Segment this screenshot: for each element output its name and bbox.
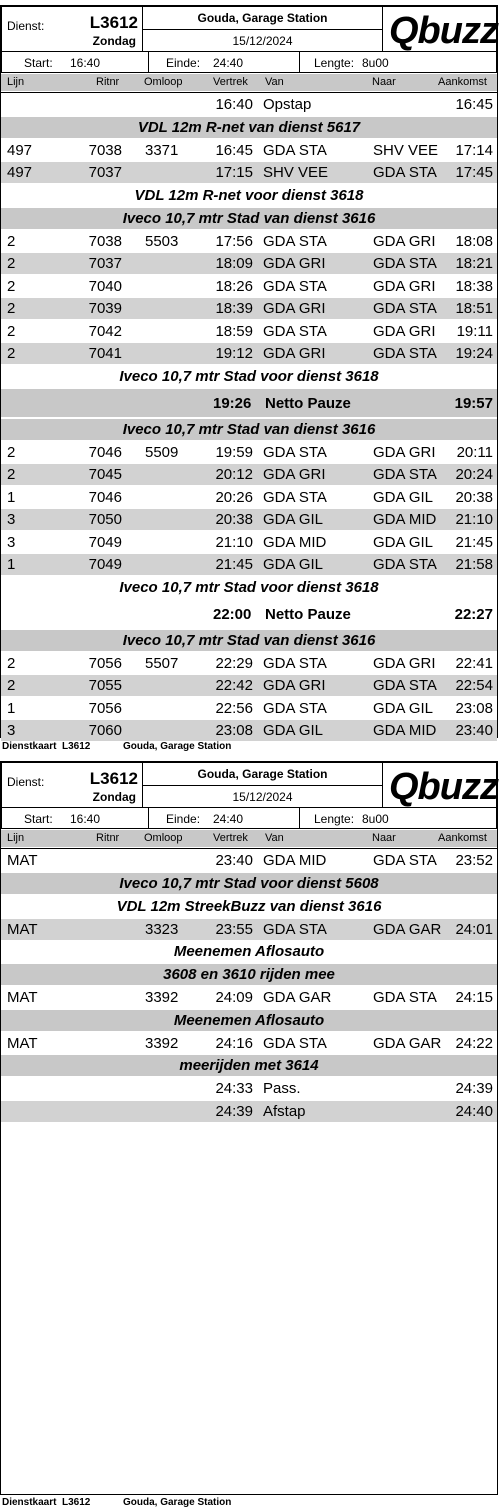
cell-vertrek: 19:59	[215, 443, 253, 461]
cell-van: GDA STA	[263, 322, 327, 340]
cell-aankomst: 24:22	[455, 1034, 493, 1052]
cell-naar: GDA STA	[373, 677, 437, 694]
cell-naar: GDA GRI	[373, 654, 436, 672]
lengte-label: Lengte:	[314, 56, 355, 70]
cell-ritnr: 7040	[88, 277, 122, 295]
cell-aankomst: 24:01	[455, 920, 493, 938]
location-title: Gouda, Garage Station	[197, 11, 328, 25]
trip-row	[1, 140, 497, 161]
cell-ritnr: 7056	[88, 654, 122, 672]
trip-row	[1, 94, 497, 115]
lengte-value: 8u00	[362, 812, 389, 826]
cell-omloop: 5507	[145, 654, 179, 672]
cell-lijn: 2	[7, 345, 16, 362]
cell-van: GDA GRI	[263, 300, 326, 317]
cell-ritnr: 7060	[88, 722, 122, 739]
lengte-box	[299, 807, 497, 829]
cell-naar: GDA GIL	[373, 488, 434, 506]
cell-ritnr: 7050	[88, 511, 122, 528]
cell-omloop: 3392	[145, 989, 179, 1006]
cell-ritnr: 7046	[88, 488, 122, 506]
start-box	[1, 51, 149, 73]
cell-vertrek: 22:29	[215, 654, 253, 672]
cell-vertrek: 16:45	[215, 141, 253, 159]
cell-omloop: 5503	[145, 232, 179, 250]
cell-aankomst: 18:51	[455, 300, 493, 317]
cell-vertrek: 16:40	[215, 96, 253, 113]
lengte-value: 8u00	[362, 56, 389, 70]
cell-aankomst: 24:15	[455, 989, 493, 1006]
card-header	[1, 6, 497, 74]
cell-van: GDA GIL	[263, 511, 324, 528]
cell-vertrek: 24:33	[215, 1080, 253, 1097]
pause-end: 22:27	[454, 605, 493, 623]
cell-lijn: MAT	[7, 1034, 38, 1052]
trip-row	[1, 919, 497, 940]
cell-aankomst: 16:45	[455, 96, 493, 113]
lengte-label: Lengte:	[314, 812, 355, 826]
cell-naar: GDA MID	[373, 511, 437, 528]
cell-lijn: 497	[7, 141, 33, 159]
dienst-day: Zondag	[92, 34, 136, 48]
trip-row	[1, 464, 497, 485]
col-naar: Naar	[372, 832, 396, 844]
column-header	[1, 74, 497, 91]
cell-naar: GDA STA	[373, 556, 437, 573]
col-aankomst: Aankomst	[438, 832, 487, 844]
section-banner: VDL 12m StreekBuzz van dienst 3616	[116, 897, 382, 915]
cell-van: SHV VEE	[263, 164, 329, 181]
col-vertrek: Vertrek	[213, 832, 248, 844]
start-time: 16:40	[70, 812, 101, 826]
cell-ritnr: 7042	[88, 322, 122, 340]
trip-row	[1, 987, 497, 1008]
cell-lijn: MAT	[7, 852, 38, 869]
service-date: 15/12/2024	[232, 790, 293, 804]
cell-omloop: 3392	[145, 1034, 179, 1052]
cell-van: GDA STA	[263, 232, 327, 250]
cell-aankomst: 22:54	[455, 677, 493, 694]
cell-aankomst: 21:58	[455, 556, 493, 573]
cell-vertrek: 17:56	[215, 232, 253, 250]
trip-row	[1, 509, 497, 530]
cell-aankomst: 21:10	[455, 511, 493, 528]
section-banner: VDL 12m R-net voor dienst 3618	[134, 186, 364, 204]
einde-box	[148, 807, 300, 829]
cell-naar: GDA GAR	[373, 920, 442, 938]
section-banner: Iveco 10,7 mtr Stad voor dienst 3618	[119, 578, 379, 596]
trip-row	[1, 675, 497, 696]
dienst-label: Dienst:	[7, 19, 45, 33]
einde-label: Einde:	[166, 812, 201, 826]
cell-vertrek: 22:56	[215, 699, 253, 717]
trip-row	[1, 720, 497, 741]
dienst-day: Zondag	[92, 790, 136, 804]
cell-lijn: 2	[7, 443, 16, 461]
col-ritnr: Ritnr	[96, 76, 120, 88]
cell-vertrek: 20:38	[215, 511, 253, 528]
cell-ritnr: 7037	[88, 255, 122, 272]
card-header	[1, 762, 497, 830]
pause-start: 22:00	[213, 605, 252, 623]
cell-vertrek: 24:16	[215, 1034, 253, 1052]
start-label: Start:	[24, 812, 53, 826]
col-naar: Naar	[372, 76, 396, 88]
dienst-number: L3612	[89, 13, 138, 32]
col-van: Van	[265, 832, 284, 844]
cell-ritnr: 7038	[88, 141, 122, 159]
cell-lijn: 3	[7, 511, 16, 528]
pause-label: Netto Pauze	[265, 605, 351, 623]
footer-dienst: L3612	[62, 741, 91, 752]
trip-row	[1, 276, 497, 297]
cell-aankomst: 24:40	[455, 1102, 493, 1120]
location-box	[142, 6, 383, 30]
trip-row	[1, 1033, 497, 1054]
cell-lijn: 2	[7, 466, 16, 483]
section-banner: Iveco 10,7 mtr Stad van dienst 3616	[1, 419, 497, 440]
section-banner: Meenemen Aflosauto	[173, 943, 325, 960]
start-label: Start:	[24, 56, 53, 70]
cell-naar: GDA STA	[373, 300, 437, 317]
cell-naar: GDA GIL	[373, 699, 434, 717]
dienst-box	[1, 762, 143, 808]
cell-naar: GDA STA	[373, 164, 437, 181]
cell-van: Afstap	[263, 1102, 306, 1120]
cell-aankomst: 23:40	[455, 722, 493, 739]
cell-naar: GDA STA	[373, 989, 437, 1006]
cell-omloop: 3323	[145, 920, 179, 938]
logo-box	[382, 6, 497, 52]
cell-van: GDA STA	[263, 141, 327, 159]
cell-aankomst: 20:11	[456, 443, 493, 461]
col-aankomst: Aankomst	[438, 76, 487, 88]
cell-lijn: 1	[7, 488, 16, 506]
cell-lijn: 2	[7, 255, 16, 272]
trip-row	[1, 532, 497, 553]
footer-location: Gouda, Garage Station	[123, 741, 232, 752]
pause-end: 19:57	[454, 394, 493, 412]
cell-vertrek: 18:39	[215, 300, 253, 317]
cell-van: GDA STA	[263, 1034, 327, 1052]
trip-row	[1, 554, 497, 575]
trip-row	[1, 253, 497, 274]
cell-lijn: 1	[7, 699, 16, 717]
footer-dienst: L3612	[62, 1497, 91, 1508]
column-header	[1, 830, 497, 847]
dienstkaart-page-2	[0, 761, 498, 1495]
cell-aankomst: 19:11	[456, 322, 493, 340]
divider	[1, 92, 497, 93]
trip-row	[1, 343, 497, 364]
date-box	[142, 29, 383, 52]
cell-ritnr: 7041	[88, 345, 122, 362]
location-box	[142, 762, 383, 786]
cell-lijn: MAT	[7, 920, 38, 938]
cell-lijn: 3	[7, 533, 16, 551]
divider	[1, 848, 497, 849]
einde-time: 24:40	[213, 812, 244, 826]
cell-aankomst: 23:08	[455, 699, 493, 717]
trip-row	[1, 298, 497, 319]
cell-lijn: MAT	[7, 989, 38, 1006]
cell-van: GDA STA	[263, 277, 327, 295]
col-lijn: Lijn	[7, 76, 25, 88]
location-title: Gouda, Garage Station	[197, 767, 328, 781]
section-banner: Iveco 10,7 mtr Stad van dienst 3616	[1, 208, 497, 229]
cell-ritnr: 7056	[88, 699, 122, 717]
cell-vertrek: 18:26	[215, 277, 253, 295]
cell-lijn: 2	[7, 232, 16, 250]
cell-aankomst: 18:21	[455, 255, 493, 272]
trip-row	[1, 698, 497, 719]
trip-row	[1, 321, 497, 342]
lengte-box	[299, 51, 497, 73]
cell-van: GDA STA	[263, 443, 327, 461]
col-lijn: Lijn	[7, 832, 25, 844]
cell-naar: GDA GRI	[373, 277, 436, 295]
trip-row	[1, 442, 497, 463]
cell-naar: GDA STA	[373, 345, 437, 362]
dienstkaart-page-1	[0, 5, 498, 738]
dienst-number: L3612	[89, 769, 138, 788]
trip-row	[1, 1101, 497, 1122]
trip-row	[1, 487, 497, 508]
cell-vertrek: 24:09	[215, 989, 253, 1006]
einde-time: 24:40	[213, 56, 244, 70]
section-banner: Iveco 10,7 mtr Stad van dienst 3616	[1, 630, 497, 651]
cell-aankomst: 18:38	[455, 277, 493, 295]
section-banner: meerijden met 3614	[1, 1055, 497, 1076]
section-banner: Meenemen Aflosauto	[1, 1010, 497, 1031]
cell-van: Pass.	[263, 1080, 301, 1097]
cell-naar: SHV VEE	[373, 141, 439, 159]
pause-label: Netto Pauze	[265, 394, 351, 412]
pause-row	[1, 389, 497, 417]
cell-van: Opstap	[263, 96, 312, 113]
col-omloop: Omloop	[144, 832, 183, 844]
col-vertrek: Vertrek	[213, 76, 248, 88]
cell-van: GDA GIL	[263, 556, 324, 573]
einde-box	[148, 51, 300, 73]
cell-van: GDA STA	[263, 699, 327, 717]
cell-van: GDA GAR	[263, 989, 332, 1006]
cell-vertrek: 18:59	[215, 322, 253, 340]
footer-location: Gouda, Garage Station	[123, 1497, 232, 1508]
cell-lijn: 1	[7, 556, 16, 573]
trip-row	[1, 162, 497, 183]
section-banner: 3608 en 3610 rijden mee	[1, 964, 497, 985]
cell-van: GDA STA	[263, 920, 327, 938]
cell-ritnr: 7045	[88, 466, 122, 483]
logo-box	[382, 762, 497, 808]
cell-naar: GDA GIL	[373, 533, 434, 551]
start-time: 16:40	[70, 56, 101, 70]
pause-start: 19:26	[213, 394, 252, 412]
start-box	[1, 807, 149, 829]
cell-ritnr: 7039	[88, 300, 122, 317]
cell-ritnr: 7049	[88, 556, 122, 573]
cell-ritnr: 7037	[88, 164, 122, 181]
cell-vertrek: 23:08	[215, 722, 253, 739]
cell-aankomst: 22:41	[455, 654, 493, 672]
cell-aankomst: 17:45	[455, 164, 493, 181]
cell-van: GDA GRI	[263, 345, 326, 362]
cell-naar: GDA GRI	[373, 443, 436, 461]
section-banner: Iveco 10,7 mtr Stad voor dienst 3618	[119, 367, 379, 385]
trip-row	[1, 653, 497, 674]
cell-vertrek: 18:09	[215, 255, 253, 272]
trip-row	[1, 1078, 497, 1099]
cell-aankomst: 18:08	[455, 232, 493, 250]
cell-naar: GDA GRI	[373, 232, 436, 250]
cell-lijn: 2	[7, 277, 16, 295]
cell-ritnr: 7038	[88, 232, 122, 250]
trip-row	[1, 231, 497, 252]
cell-vertrek: 23:40	[215, 852, 253, 869]
cell-vertrek: 21:45	[215, 556, 253, 573]
cell-aankomst: 17:14	[455, 141, 493, 159]
service-date: 15/12/2024	[232, 34, 293, 48]
cell-naar: GDA GAR	[373, 1034, 442, 1052]
cell-ritnr: 7055	[88, 677, 122, 694]
cell-van: GDA GRI	[263, 677, 326, 694]
col-ritnr: Ritnr	[96, 832, 120, 844]
cell-lijn: 497	[7, 164, 33, 181]
cell-aankomst: 19:24	[455, 345, 493, 362]
cell-vertrek: 17:15	[215, 164, 253, 181]
pause-row	[1, 600, 497, 628]
cell-van: GDA GRI	[263, 255, 326, 272]
cell-lijn: 2	[7, 677, 16, 694]
cell-vertrek: 24:39	[215, 1102, 253, 1120]
cell-omloop: 3371	[145, 141, 179, 159]
footer-label: Dienstkaart	[2, 741, 57, 752]
cell-omloop: 5509	[145, 443, 179, 461]
section-banner: VDL 12m R-net van dienst 5617	[1, 117, 497, 138]
cell-vertrek: 23:55	[215, 920, 253, 938]
col-omloop: Omloop	[144, 76, 183, 88]
cell-vertrek: 22:42	[215, 677, 253, 694]
cell-lijn: 2	[7, 322, 16, 340]
date-box	[142, 785, 383, 808]
cell-lijn: 3	[7, 722, 16, 739]
cell-aankomst: 24:39	[455, 1080, 493, 1097]
cell-vertrek: 20:26	[215, 488, 253, 506]
qbuzz-logo: Qbuzz	[389, 766, 498, 808]
section-banner: Iveco 10,7 mtr Stad voor dienst 5608	[1, 873, 497, 894]
einde-label: Einde:	[166, 56, 201, 70]
cell-van: GDA GRI	[263, 466, 326, 483]
cell-naar: GDA STA	[373, 255, 437, 272]
cell-vertrek: 19:12	[215, 345, 253, 362]
col-van: Van	[265, 76, 284, 88]
dienst-box	[1, 6, 143, 52]
cell-van: GDA GIL	[263, 722, 324, 739]
cell-van: GDA STA	[263, 488, 327, 506]
cell-van: GDA MID	[263, 852, 327, 869]
cell-lijn: 2	[7, 300, 16, 317]
cell-ritnr: 7046	[88, 443, 122, 461]
cell-vertrek: 21:10	[215, 533, 253, 551]
cell-aankomst: 23:52	[455, 852, 493, 869]
cell-aankomst: 20:38	[455, 488, 493, 506]
cell-naar: GDA STA	[373, 852, 437, 869]
cell-lijn: 2	[7, 654, 16, 672]
cell-aankomst: 21:45	[455, 533, 493, 551]
qbuzz-logo: Qbuzz	[389, 10, 498, 52]
cell-ritnr: 7049	[88, 533, 122, 551]
cell-naar: GDA GRI	[373, 322, 436, 340]
dienst-label: Dienst:	[7, 775, 45, 789]
cell-van: GDA MID	[263, 533, 327, 551]
cell-naar: GDA MID	[373, 722, 437, 739]
trip-row	[1, 850, 497, 871]
cell-vertrek: 20:12	[215, 466, 253, 483]
cell-van: GDA STA	[263, 654, 327, 672]
cell-aankomst: 20:24	[455, 466, 493, 483]
footer-label: Dienstkaart	[2, 1497, 57, 1508]
cell-naar: GDA STA	[373, 466, 437, 483]
